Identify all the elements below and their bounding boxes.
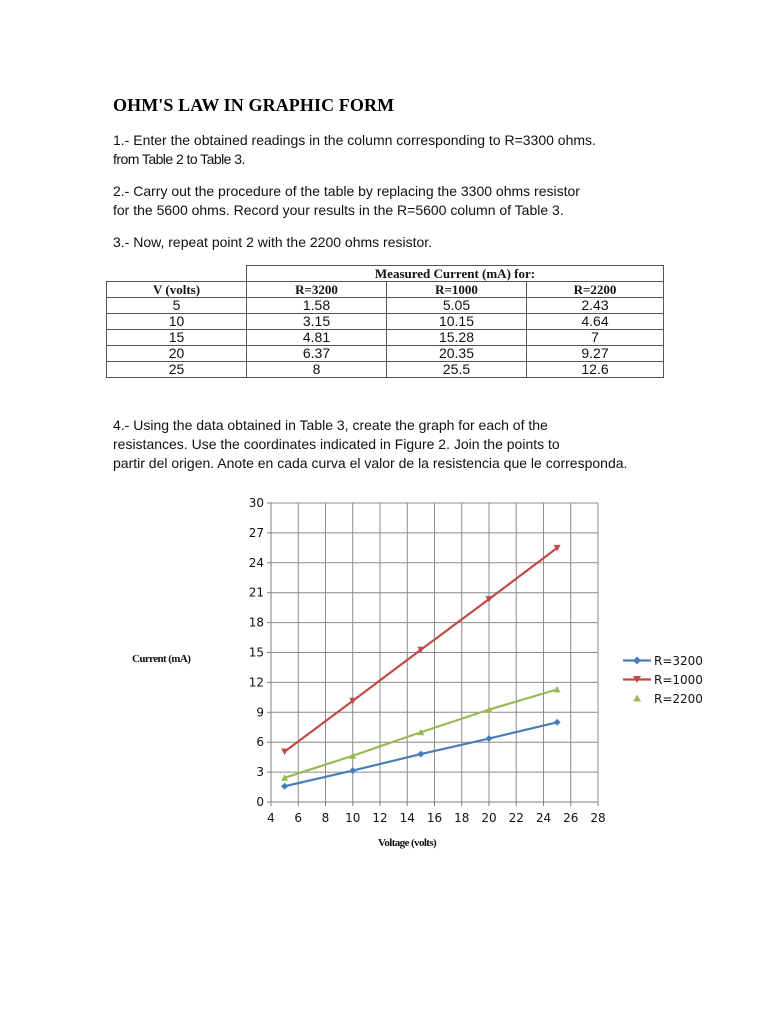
y-tick-label: 15 xyxy=(248,645,264,660)
table-cell: 2.43 xyxy=(527,298,664,314)
table-cell: 10 xyxy=(107,314,247,330)
step-1-line-2: from Table 2 to Table 3. xyxy=(113,151,245,167)
x-tick-label: 28 xyxy=(590,811,606,825)
y-tick-label: 24 xyxy=(248,555,264,570)
table-header-r1000: R=1000 xyxy=(387,282,527,298)
legend-label-r3200: R=3200 xyxy=(654,653,703,668)
step-4-line-2: resistances. Use the coordinates indicated in Figure 2. Join the points to xyxy=(113,436,560,452)
table-corner-blank xyxy=(107,266,247,282)
table-cell: 1.58 xyxy=(247,298,387,314)
step-1-paragraph xyxy=(113,131,596,169)
table-row xyxy=(107,298,664,314)
table-header-voltage: V (volts) xyxy=(107,282,247,298)
y-tick-label: 30 xyxy=(248,496,264,510)
table-header-r2200: R=2200 xyxy=(527,282,664,298)
table-row xyxy=(107,346,664,362)
step-2-line-2: for the 5600 ohms. Record your results in the R=5600 column of Table 3. xyxy=(113,202,564,218)
data-point xyxy=(486,735,493,742)
table-cell: 7 xyxy=(527,330,664,346)
x-tick-label: 24 xyxy=(535,811,552,825)
data-point xyxy=(281,749,288,756)
legend-item-r2200 xyxy=(622,689,703,708)
table-cell: 8 xyxy=(247,362,387,378)
legend-item-r1000 xyxy=(622,670,703,689)
x-tick-label: 14 xyxy=(399,811,415,825)
legend-label-r1000: R=1000 xyxy=(654,672,703,687)
table-cell: 25.5 xyxy=(387,362,527,378)
table-cell: 5 xyxy=(107,298,247,314)
table-cell: 3.15 xyxy=(247,314,387,330)
x-tick-label: 4 xyxy=(267,811,275,825)
table-cell: 15 xyxy=(107,330,247,346)
table-row xyxy=(107,362,664,378)
x-tick-label: 18 xyxy=(454,811,470,825)
step-4-line-1: 4.- Using the data obtained in Table 3, create the graph for each of the xyxy=(113,417,548,433)
table-group-header: Measured Current (mA) for: xyxy=(247,266,664,282)
table-header-row xyxy=(107,282,664,298)
current-voltage-chart xyxy=(120,490,720,870)
data-point xyxy=(417,751,424,758)
table-row xyxy=(107,330,664,346)
step-4-paragraph xyxy=(113,416,627,473)
y-axis-label: Current (mA) xyxy=(132,653,191,665)
x-tick-label: 8 xyxy=(321,811,330,825)
chart-legend xyxy=(622,651,703,708)
step-2-line-1: 2.- Carry out the procedure of the table by replacing the 3300 ohms resistor xyxy=(113,183,580,199)
table-cell: 20.35 xyxy=(387,346,527,362)
y-tick-label: 12 xyxy=(248,675,264,690)
table-header-r3200: R=3200 xyxy=(247,282,387,298)
legend-key-r1000 xyxy=(622,670,652,689)
table-cell: 15.28 xyxy=(387,330,527,346)
y-tick-label: 18 xyxy=(248,615,264,630)
table-cell: 4.64 xyxy=(527,314,664,330)
x-tick-label: 16 xyxy=(426,811,443,825)
y-tick-label: 6 xyxy=(256,735,264,750)
step-3-paragraph xyxy=(113,233,432,252)
step-3-line-1: 3.- Now, repeat point 2 with the 2200 ohms resistor. xyxy=(113,234,433,250)
y-tick-label: 21 xyxy=(248,585,264,600)
table-cell: 4.81 xyxy=(247,330,387,346)
step-1-line-1: 1.- Enter the obtained readings in the column corresponding to R=3300 ohms. xyxy=(113,132,596,148)
x-tick-label: 20 xyxy=(481,811,497,825)
x-tick-label: 6 xyxy=(294,811,303,825)
measurements-table xyxy=(106,265,664,378)
x-tick-label: 26 xyxy=(563,811,579,825)
data-point xyxy=(349,767,356,774)
table-cell: 9.27 xyxy=(527,346,664,362)
step-2-paragraph xyxy=(113,182,580,220)
y-tick-label: 9 xyxy=(256,705,264,720)
x-tick-label: 12 xyxy=(372,811,388,825)
y-tick-label: 27 xyxy=(248,525,264,540)
x-tick-label: 10 xyxy=(345,811,361,825)
table-cell: 12.6 xyxy=(527,362,664,378)
legend-key-r2200 xyxy=(622,689,652,708)
table-cell: 10.15 xyxy=(387,314,527,330)
table-group-header-row xyxy=(107,266,664,282)
y-tick-label: 0 xyxy=(256,795,264,809)
y-tick-label: 3 xyxy=(256,765,264,780)
legend-item-r3200 xyxy=(622,651,703,670)
table-cell: 25 xyxy=(107,362,247,378)
legend-key-r3200 xyxy=(622,651,652,670)
x-axis-label: Voltage (volts) xyxy=(378,837,437,849)
data-point xyxy=(281,783,288,790)
legend-label-r2200: R=2200 xyxy=(654,691,703,706)
table-cell: 6.37 xyxy=(247,346,387,362)
table-row xyxy=(107,314,664,330)
step-4-line-3: partir del origen. Anote en cada curva el valor de la resistencia que le corresponda. xyxy=(113,455,628,471)
table-cell: 5.05 xyxy=(387,298,527,314)
data-point xyxy=(554,719,561,726)
x-tick-label: 22 xyxy=(508,811,524,825)
page-title: OHM'S LAW IN GRAPHIC FORM xyxy=(113,95,395,115)
table-cell: 20 xyxy=(107,346,247,362)
